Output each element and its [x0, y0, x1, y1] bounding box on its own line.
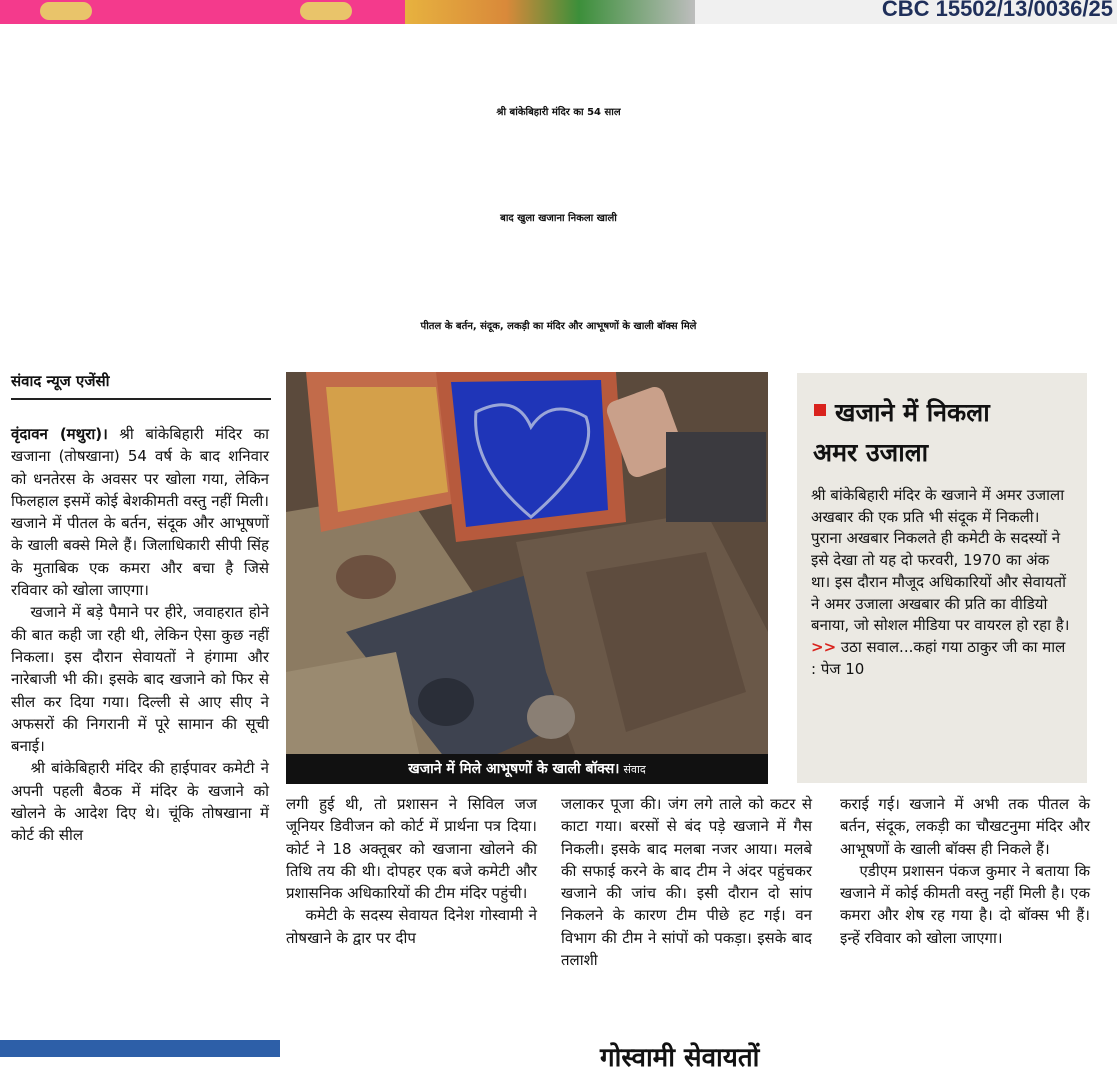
article-column-1	[11, 423, 269, 847]
article-column-4	[840, 793, 1090, 949]
byline-divider	[11, 398, 271, 400]
subheadline: पीतल के बर्तन, संदूक, लकड़ी का मंदिर और आभूषणों के खाली बॉक्स मिले	[420, 321, 697, 332]
sidebar-link: उठा सवाल...कहां गया ठाकुर जी का माल : पेज 10	[811, 637, 1066, 678]
article-photo	[286, 372, 768, 784]
sidebar-title-line-2: अमर उजाला	[813, 438, 929, 467]
article-column-2	[286, 793, 537, 949]
sidebar-title	[813, 393, 1077, 473]
article-column-3	[561, 793, 812, 971]
bottom-ad-blue	[0, 1040, 280, 1057]
dateline: वृंदावन (मथुरा)।	[11, 425, 108, 443]
article-text: श्री बांकेबिहारी मंदिर का खजाना (तोषखाना) 54 वर्ष के बाद शनिवार को धनतेरस के अवसर पर खोला गया, लेकिन फिलहाल इसमें कोई बेशकीमती वस्तु नहीं मिली। खजाने में पीतल के बर्तन, संदूक और आभूषणों के खाली बक्से मिले हैं। जिलाधिकारी सीपी सिंह के मुताबिक एक कमरा और बचा है जिसे रविवार को खोला जाएगा।	[11, 425, 269, 600]
ad-banner-right	[695, 0, 1117, 24]
article-paragraph: जलाकर पूजा की। जंग लगे ताले को कटर से काटा गया। बरसों से बंद पड़े खजाने में गैस निकली। इसके बाद मलबा नजर आया। मलबे की सफाई करने के बाद टीम ने अंदर पहुंचकर खजाने की जांच की। इसी दौरान दो सांप निकलने के कारण टीम पीछे हट गई। वन विभाग की टीम ने सांपों को पकड़ा। इसके बाद तलाशी	[561, 795, 812, 970]
sidebar-body	[811, 485, 1073, 680]
article-paragraph: लगी हुई थी, तो प्रशासन ने सिविल जज जूनियर डिवीजन को कोर्ट में प्रार्थना पत्र दिया। कोर्ट ने 18 अक्तूबर को खजाना खोलने की तिथि तय की थी। दोपहर एक बजे कमेटी और प्रशासनिक अधिकारियों की टीम मंदिर पहुंची।	[286, 795, 537, 903]
photo-credit: संवाद	[623, 763, 646, 776]
bottom-strip	[0, 1040, 1117, 1073]
ad-code: CBC 15502/13/0036/25	[881, 0, 1113, 21]
sidebar-title-line-1: खजाने में निकला	[835, 398, 990, 427]
headline-line-2: बाद खुला खजाना निकला खाली	[500, 213, 617, 224]
article-paragraph	[11, 423, 269, 601]
ad-banner-image	[405, 0, 695, 24]
byline: संवाद न्यूज एजेंसी	[11, 372, 110, 390]
ad-badge	[300, 2, 352, 20]
next-headline-partial: गोस्वामी सेवायतों	[600, 1043, 760, 1073]
arrow-icon: >>	[811, 637, 837, 656]
treasure-box-photo	[286, 372, 768, 784]
headline-line-1: श्री बांकेबिहारी मंदिर का 54 साल	[496, 107, 621, 118]
sidebar-box	[797, 373, 1087, 783]
caption-text: खजाने में मिले आभूषणों के खाली बॉक्स।	[408, 761, 620, 777]
ad-banner-pink	[0, 0, 405, 24]
top-ad-strip	[0, 0, 1117, 24]
article-paragraph: एडीएम प्रशासन पंकज कुमार ने बताया कि खजाने में कोई कीमती वस्तु नहीं मिली है। एक कमरा और शेष रह गया है। दो बॉक्स भी हैं। इन्हें रविवार को खोला जाएगा।	[840, 861, 1090, 947]
sidebar-text: श्री बांकेबिहारी मंदिर के खजाने में अमर उजाला अखबार की एक प्रति भी संदूक में निकली। पुराना अखबार निकलते ही कमेटी के सदस्यों ने इसे देखा तो यह दो फरवरी, 1970 का अंक था। इस दौरान मौजूद अधिकारियों और सेवायतों ने अमर उजाला अखबार की प्रति का वीडियो बनाया, जो सोशल मीडिया पर वायरल हो रहा है।	[811, 486, 1070, 635]
article-paragraph: कराई गई। खजाने में अभी तक पीतल के बर्तन, संदूक, लकड़ी का चौखटनुमा मंदिर और आभूषणों के खाली बॉक्स ही निकले हैं।	[840, 795, 1090, 858]
article-paragraph: खजाने में बड़े पैमाने पर हीरे, जवाहरात होने की बात कही जा रही थी, लेकिन ऐसा कुछ नहीं निकला। इस दौरान सेवायतों ने हंगामा और नारेबाजी भी की। इसके बाद खजाने को फिर से सील कर दिया गया। दिल्ली से आए सीए ने अफसरों की निगरानी में पूरे सामान की सूची बनाई।	[11, 603, 269, 756]
article-paragraph: कमेटी के सदस्य सेवायत दिनेश गोस्वामी ने तोषखाने के द्वार पर दीप	[286, 906, 537, 947]
ad-badge	[40, 2, 92, 20]
article-paragraph: श्री बांकेबिहारी मंदिर की हाईपावर कमेटी ने अपनी पहली बैठक में मंदिर के खजाने को खोलने के आदेश दिए थे। चूंकि तोषखाना में कोर्ट की सील	[11, 759, 269, 845]
photo-caption	[286, 754, 768, 784]
